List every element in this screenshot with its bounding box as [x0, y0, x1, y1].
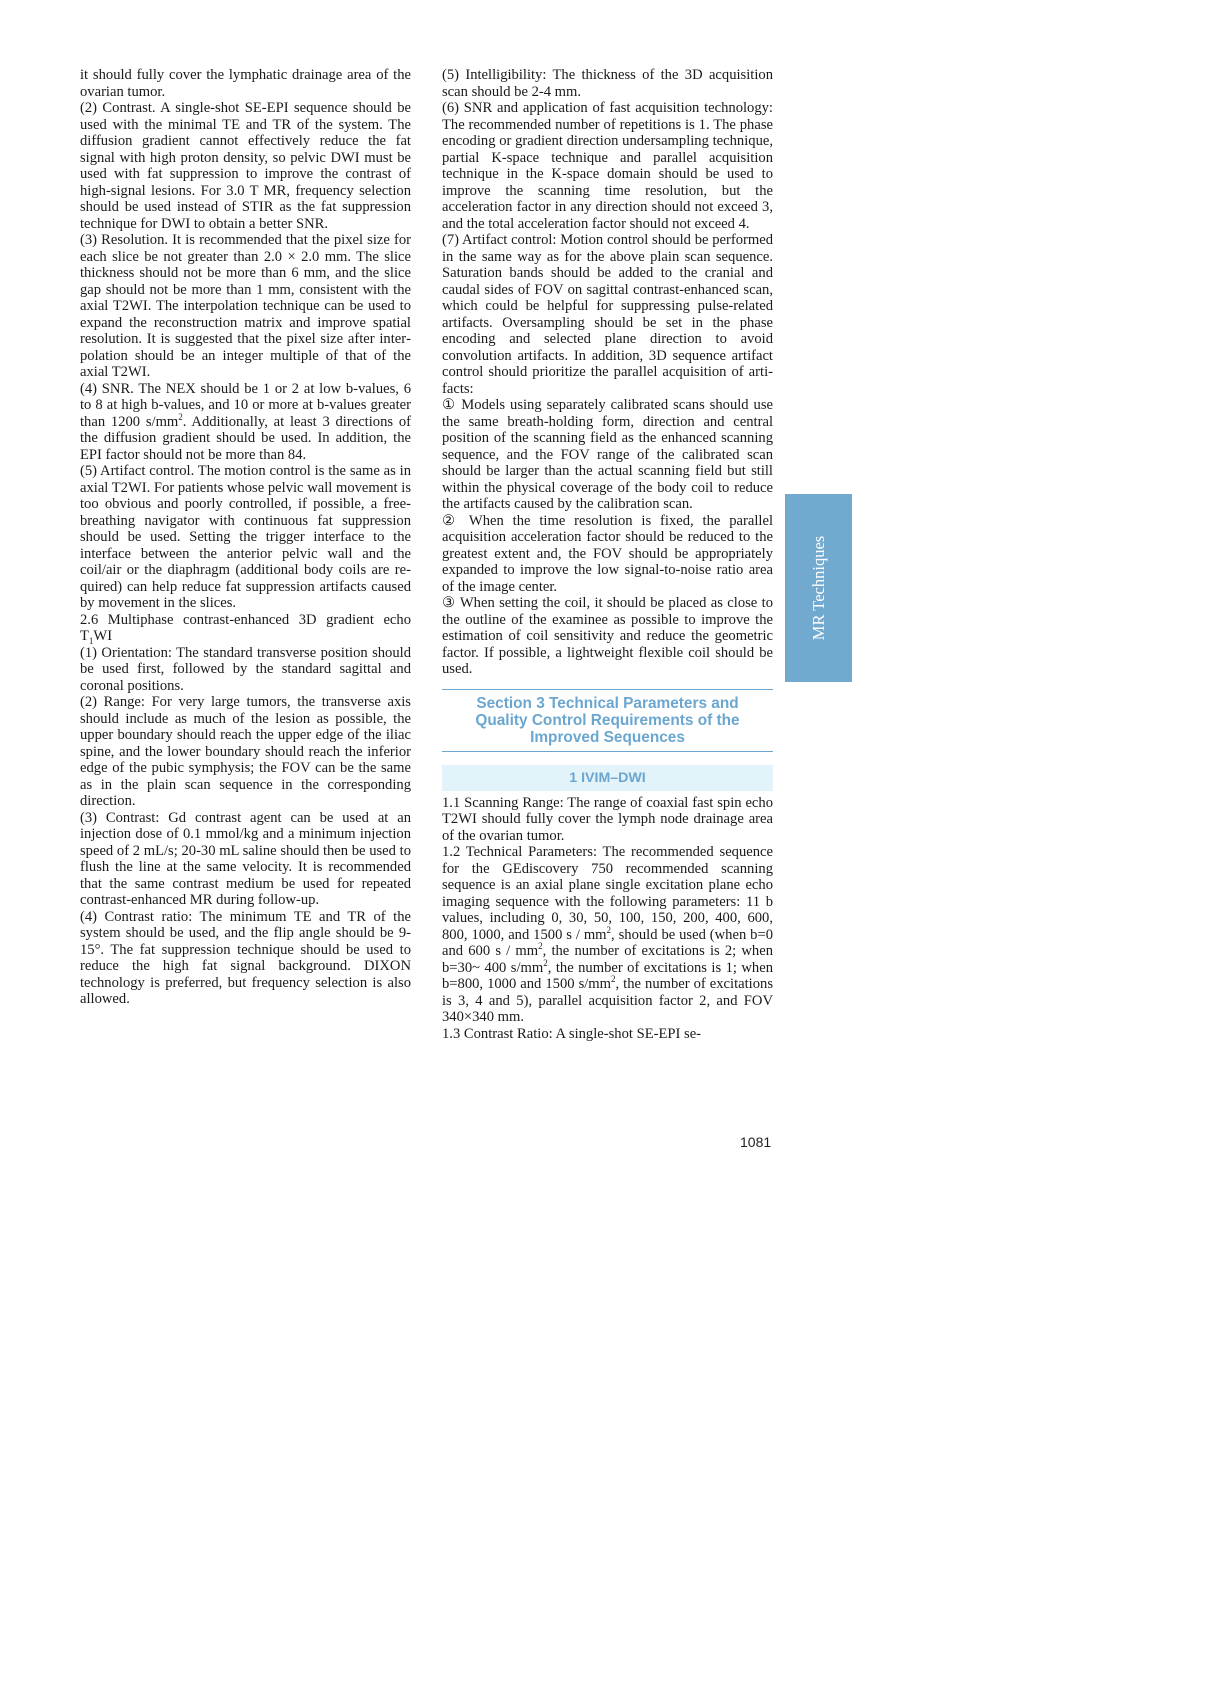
body-paragraph [80, 381, 411, 464]
section-title [442, 689, 773, 752]
text-run: . Additionally, at least 3 directions of the diffusion gradient should be used. In addition, the EPI factor should not be more than 84. [80, 413, 411, 463]
subsection-title-bar: 1 IVIM–DWI [442, 765, 773, 791]
text-run: (4) SNR. The NEX should be 1 or 2 at low b-values, 6 to 8 at high b-values, and 10 or more at b-values greater than 1200 s/mm [80, 380, 411, 430]
section-title-line: Section 3 Technical Parameters and [476, 694, 739, 712]
body-paragraph: (2) Contrast. A single-shot SE-EPI sequence should be used with the minimal TE and TR of the system. The diffusion gradient cannot effectively reduce the fat signal with high proton density, so pelvic DWI must be used with fat suppression to improve the contrast of high-signal lesions. For 3.0 T MR, frequency selection should be used instead of STIR as the fat suppression technique for DWI to obtain a better SNR. [80, 100, 411, 232]
superscript: 2 [606, 924, 612, 935]
body-paragraph: ③ When setting the coil, it should be placed as close to the outline of the examinee as possible to improve the estimation of coil sensitivity and reduce the geometric factor. If possible, a lightweight flexible coil should be used. [442, 595, 773, 677]
section-title-line: Improved Sequences [530, 728, 685, 746]
superscript: 2 [611, 974, 616, 985]
body-paragraph: (7) Artifact control: Motion control should be performed in the same way as for the above plain scan sequence. Saturation bands should be added to the cranial and caudal sides of FOV on sagittal contrast-enhanced scan, which could be helpful for suppressing pulse-related artifacts. Oversampling should be set in the phase encoding and selected plane direction to avoid convolution artifacts. In addition, 3D sequence artifact control should prioritize the parallel acquisition of artifacts: [442, 232, 773, 397]
body-paragraph: (3) Contrast: Gd contrast agent can be used at an injection dose of 0.1 mmol/kg and a minimum injection speed of 2 mL/s; 20-30 mL saline should then be used to flush the line at the same velocity. It is recommended that the same contrast medium be used for repeated contrast-enhanced MR during follow-up. [80, 809, 411, 908]
body-paragraph: 1.1 Scanning Range: The range of coaxial fast spin echo T2WI should fully cover the lymph node drainage area of the ovarian tumor. [442, 794, 773, 844]
body-paragraph: (5) Artifact control. The motion control is the same as in axial T2WI. For patients whose pelvic wall movement is too obvious and poorly controlled, if possible, a free-breathing navigator with continuous fat suppression should be used. Setting the trigger interface to the interface between the anterior pelvic wall and the coil/air or the diaphragm (additional body coils are required) can help reduce fat suppression artifacts caused by movement in the slices. [80, 463, 411, 611]
body-paragraph: ① Models using separately calibrated scans should use the same breath-holding form, direction and central position of the scanning field as the enhanced scanning sequence, and the FOV range of the calibrated scan should be larger than the actual scanning field but still within the physical coverage of the body coil to reduce the artifacts caused by the calibration scan. [442, 397, 773, 512]
body-paragraph: (6) SNR and application of fast acquisition technology: The recommended number of repetitions is 1. The phase encoding or gradient direction undersampling technique, partial K-space technique and parallel acquisition technique in the K-space domain should be used to improve the scanning time resolution, but the acceleration factor in any direction should not exceed 3, and the total acceleration factor should not exceed 4. [442, 100, 773, 232]
text-run: , the number of excitations is 3, 4 and 5), parallel acquisition factor 2, and FOV 340×340 mm. [442, 976, 774, 1025]
body-paragraph: 1.3 Contrast Ratio: A single-shot SE-EPI se- [442, 1025, 702, 1042]
text-run: , the number of excitations is 1; when b=800, 1000 and 1500 s/mm [442, 959, 773, 992]
side-tab-label: MR Techniques [808, 535, 828, 641]
text-run: , should be used (when b=0 and 600 s / mm [442, 926, 773, 959]
subscript: 1 [88, 635, 94, 646]
superscript: 2 [543, 957, 548, 968]
section-title-line: Quality Control Requirements of the [475, 711, 740, 729]
body-paragraph: (5) Intelligibility: The thickness of the 3D acquisition scan should be 2-4 mm. [442, 67, 773, 100]
side-section-tab [785, 494, 852, 682]
text-run: WI [93, 628, 113, 644]
subsection-heading [80, 612, 411, 645]
right-column [442, 67, 773, 1042]
body-paragraph: (1) Orientation: The standard transverse position should be used first, followed by the standard sagittal and coronal positions. [80, 644, 411, 694]
superscript: 2 [538, 941, 543, 952]
body-paragraph: (3) Resolution. It is recommended that the pixel size for each slice be not greater than 2.0 × 2.0 mm. The slice thickness should not be more than 6 mm, and the slice gap should not be more than 1 mm, consistent with the axial T2WI. The interpolation technique can be used to expand the reconstruction matrix and improve spatial resolution. It is suggested that the pixel size after interpolation should be an integer multiple of that of the axial T2WI. [80, 232, 411, 380]
text-run: , the number of excitations is 2; when b=30~ 400 s/mm [442, 943, 774, 976]
page-number: 1081 [740, 1134, 772, 1150]
body-paragraph: (2) Range: For very large tumors, the transverse axis should include as much of the lesion as possible, the upper boundary should reach the upper edge of the iliac spine, and the lower boundary should reach the inferior edge of the pubic symphysis; the FOV can be the same as in the plain scan sequence in the corresponding direction. [80, 694, 411, 809]
body-paragraph: (4) Contrast ratio: The minimum TE and TR of the system should be used, and the flip angle should be 9-15°. The fat suppression technique should be used to reduce the high fat signal background. DIXON technology is preferred, but frequency selection is also allowed. [80, 908, 411, 1007]
body-paragraph: it should fully cover the lymphatic drainage area of the ovarian tumor. [80, 67, 411, 100]
superscript: 2 [178, 411, 183, 422]
body-paragraph: ② When the time resolution is fixed, the parallel acquisition acceleration factor should be reduced to the greatest extent and, the FOV should be appropriately expanded to improve the low signal-to-noise ratio area of the image center. [442, 512, 773, 595]
text-run: 1.2 Technical Parameters: The recommended sequence for the GEdiscovery 750 recommended scanning sequence is an axial plane single excitation plane echo imaging sequence with the following parameters: 11 b values, including 0, 30, 50, 100, 150, 200, 400, 600, 800, 1000, and 1500 s / mm [442, 844, 773, 943]
body-paragraph [442, 844, 773, 1026]
text-run: 2.6 Multiphase contrast-enhanced 3D gradient echo T [80, 611, 411, 644]
left-column [80, 67, 411, 1008]
